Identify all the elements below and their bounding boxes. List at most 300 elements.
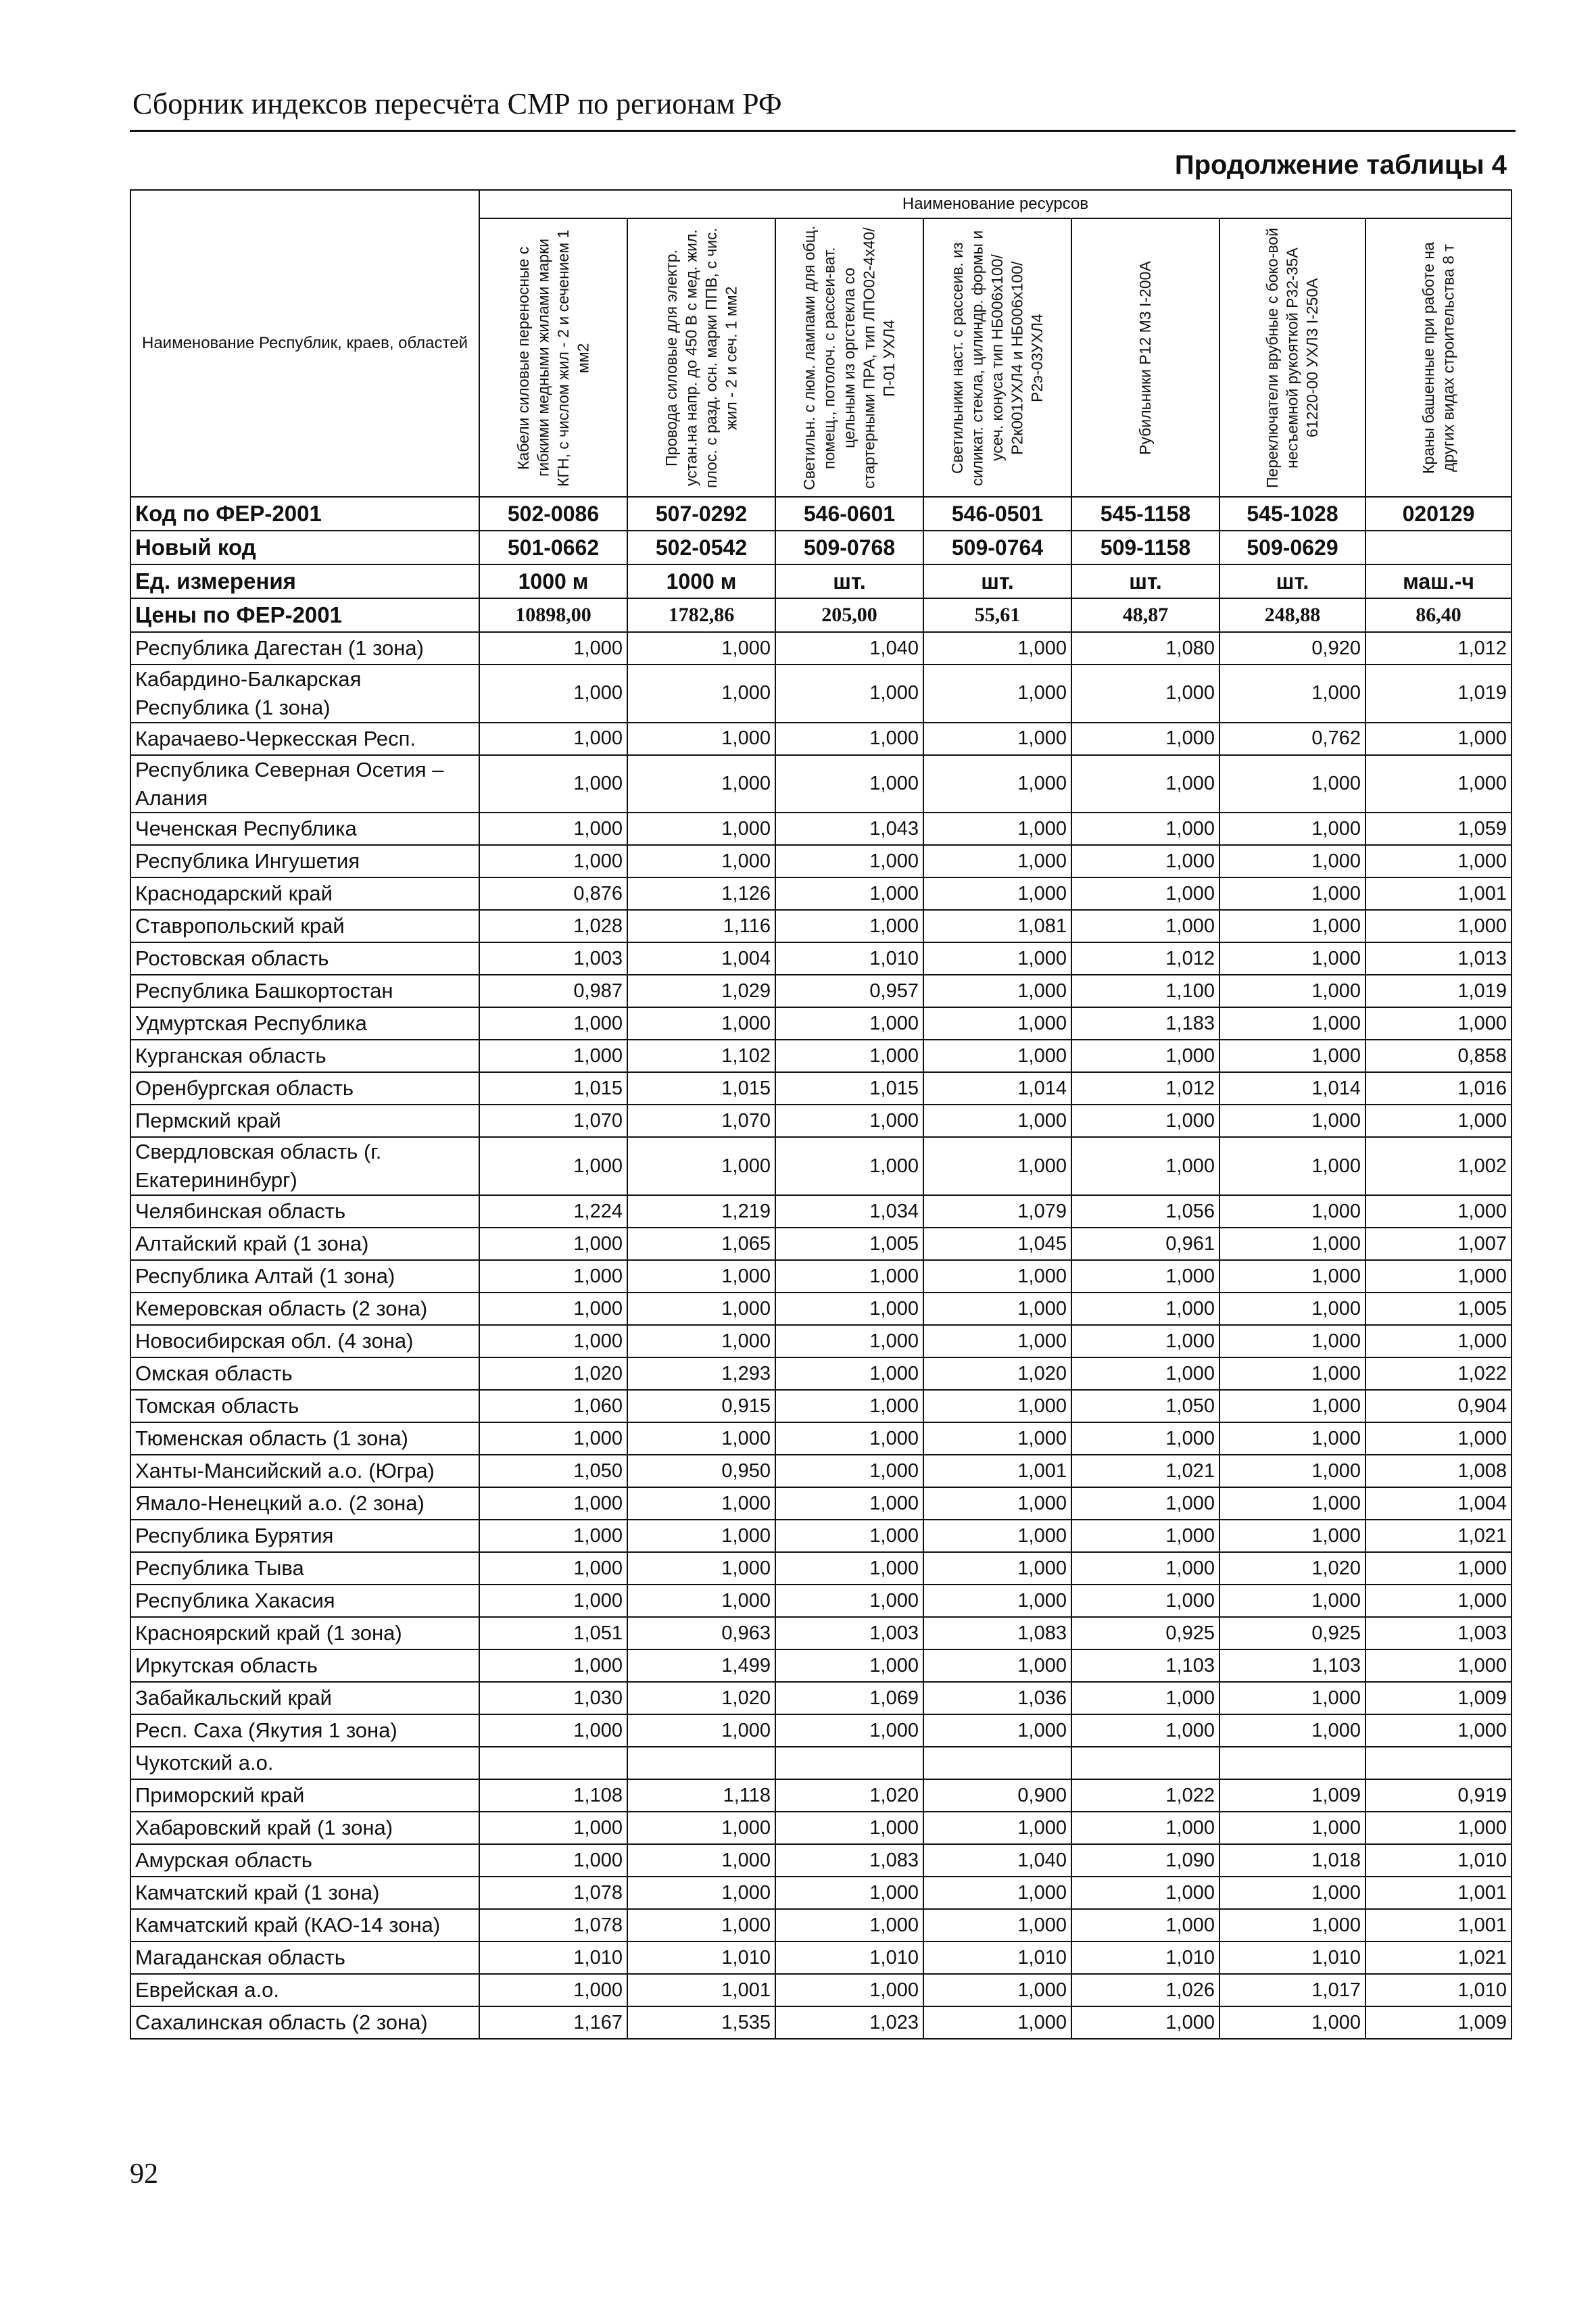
index-value: 1,079: [923, 1195, 1071, 1228]
meta-row: [130, 564, 1512, 598]
index-value: 1,000: [1219, 1260, 1365, 1293]
index-value: 1,000: [1071, 1520, 1219, 1552]
index-value: 1,000: [775, 1552, 923, 1585]
index-value: 1,000: [1071, 1714, 1219, 1747]
region-name: Республика Бурятия: [130, 1520, 479, 1552]
index-value: 1,102: [627, 1040, 775, 1072]
meta-value: 509-0768: [775, 531, 923, 564]
index-value: 1,000: [775, 1040, 923, 1072]
table-row: [130, 1520, 1512, 1552]
index-value: 1,000: [775, 877, 923, 910]
index-value: 1,012: [1071, 1072, 1219, 1105]
table-row: [130, 1357, 1512, 1390]
index-value: 1,070: [479, 1105, 627, 1137]
index-value: 1,000: [775, 1105, 923, 1137]
index-value: 1,081: [923, 910, 1071, 942]
index-value: 1,000: [479, 1422, 627, 1455]
index-value: 1,224: [479, 1195, 627, 1228]
resource-column-header: [1219, 218, 1365, 497]
region-name: Чукотский а.о.: [130, 1747, 479, 1779]
index-value: 1,000: [1365, 723, 1512, 755]
region-name: Республика Хакасия: [130, 1585, 479, 1617]
index-value: 1,000: [479, 1552, 627, 1585]
index-value: 1,000: [923, 2006, 1071, 2039]
table-row: [130, 1974, 1512, 2006]
index-value: 1,000: [1365, 1422, 1512, 1455]
index-value: 1,000: [1071, 1105, 1219, 1137]
index-value: 1,013: [1365, 942, 1512, 975]
index-value: 1,000: [923, 1714, 1071, 1747]
index-value: 1,065: [627, 1228, 775, 1260]
index-value: 0,950: [627, 1455, 775, 1487]
region-column-header: Наименование Республик, краев, областей: [130, 190, 479, 497]
table-row: [130, 1007, 1512, 1040]
meta-value: шт.: [1071, 564, 1219, 598]
index-value: 1,000: [479, 1812, 627, 1844]
index-value: 1,000: [775, 1714, 923, 1747]
table-row: [130, 1293, 1512, 1325]
region-name: Чеченская Республика: [130, 813, 479, 845]
table-body: [130, 497, 1512, 2039]
index-value: 1,002: [1365, 1137, 1512, 1195]
index-value: 1,000: [775, 665, 923, 723]
region-name: Курганская область: [130, 1040, 479, 1072]
price-row: [130, 598, 1512, 632]
index-value: 1,000: [1365, 1585, 1512, 1617]
resource-column-header: [1071, 218, 1219, 497]
meta-value: шт.: [923, 564, 1071, 598]
table-row: [130, 723, 1512, 755]
index-value: 1,015: [479, 1072, 627, 1105]
index-value: 1,118: [627, 1779, 775, 1812]
index-value: 1,000: [1365, 1260, 1512, 1293]
index-value: 1,000: [1071, 1260, 1219, 1293]
index-value: 1,000: [1071, 1487, 1219, 1520]
index-value: 1,000: [479, 1040, 627, 1072]
index-value: 1,000: [1219, 1105, 1365, 1137]
index-value: 1,001: [627, 1974, 775, 2006]
index-value: 0,919: [1365, 1779, 1512, 1812]
index-value: 1,000: [775, 1520, 923, 1552]
index-value: 1,017: [1219, 1974, 1365, 2006]
price-value: 55,61: [923, 598, 1071, 632]
meta-value: 509-0764: [923, 531, 1071, 564]
index-value: 1,000: [1219, 1325, 1365, 1357]
index-value: 1,000: [627, 1877, 775, 1909]
table-row: [130, 1040, 1512, 1072]
index-value: 0,915: [627, 1390, 775, 1422]
index-value: 1,000: [923, 1585, 1071, 1617]
resource-column-header: [1365, 218, 1512, 497]
index-value: 1,010: [1071, 1941, 1219, 1974]
index-value: 1,000: [1219, 1293, 1365, 1325]
index-value: 1,000: [627, 1714, 775, 1747]
index-value: 1,020: [479, 1357, 627, 1390]
index-value: 1,000: [1365, 1552, 1512, 1585]
region-name: Забайкальский край: [130, 1682, 479, 1714]
resource-column-header: [479, 218, 627, 497]
index-value: 1,000: [1219, 1455, 1365, 1487]
index-value: 1,000: [775, 1390, 923, 1422]
index-value: 1,000: [1071, 755, 1219, 813]
index-value: 1,000: [1219, 1682, 1365, 1714]
region-name: Пермский край: [130, 1105, 479, 1137]
index-value: 1,000: [923, 632, 1071, 665]
region-name: Еврейская а.о.: [130, 1974, 479, 2006]
index-value: 1,126: [627, 877, 775, 910]
index-value: 1,000: [627, 1260, 775, 1293]
index-value: 1,001: [923, 1455, 1071, 1487]
index-value: 1,000: [1071, 1325, 1219, 1357]
index-value: 1,000: [775, 723, 923, 755]
table-row: [130, 665, 1512, 723]
index-value: 1,000: [1365, 1105, 1512, 1137]
table-row: [130, 877, 1512, 910]
index-value: 1,083: [775, 1844, 923, 1877]
index-value: 1,029: [627, 975, 775, 1007]
index-value: 1,083: [923, 1617, 1071, 1649]
meta-value: 546-0601: [775, 497, 923, 531]
index-value: 1,008: [1365, 1455, 1512, 1487]
meta-row: [130, 531, 1512, 564]
index-value: 1,000: [1219, 877, 1365, 910]
index-value: 1,060: [479, 1390, 627, 1422]
index-value: 1,103: [1219, 1649, 1365, 1682]
index-value: 1,000: [1071, 1909, 1219, 1941]
index-value: 1,056: [1071, 1195, 1219, 1228]
region-name: Алтайский край (1 зона): [130, 1228, 479, 1260]
index-value: 1,000: [1219, 1137, 1365, 1195]
index-value: 1,018: [1219, 1844, 1365, 1877]
index-value: 1,000: [1219, 1007, 1365, 1040]
region-name: Оренбургская область: [130, 1072, 479, 1105]
index-value: 1,000: [627, 1487, 775, 1520]
region-name: Амурская область: [130, 1844, 479, 1877]
resource-name: Краны башенные при работе на других видах строительства 8 т: [1419, 241, 1457, 474]
index-value: 1,010: [1365, 1844, 1512, 1877]
index-value: 1,000: [1071, 1877, 1219, 1909]
index-value: 1,000: [775, 1909, 923, 1941]
index-value: 1,000: [1071, 1422, 1219, 1455]
index-value: 1,167: [479, 2006, 627, 2039]
index-value: 1,000: [923, 1552, 1071, 1585]
index-value: 1,000: [1219, 1040, 1365, 1072]
meta-value: шт.: [1219, 564, 1365, 598]
index-value: 1,000: [627, 1137, 775, 1195]
index-value: [1219, 1747, 1365, 1779]
index-value: 0,925: [1219, 1617, 1365, 1649]
region-name: Иркутская область: [130, 1649, 479, 1682]
index-value: 1,000: [923, 1137, 1071, 1195]
index-value: 1,000: [627, 1422, 775, 1455]
index-value: 1,040: [775, 632, 923, 665]
price-value: 48,87: [1071, 598, 1219, 632]
index-value: 1,000: [775, 845, 923, 877]
resource-name: Кабели силовые переносные с гибкими медными жилами марки КГН, с числом жил - 2 и сечением 1 мм2: [514, 228, 591, 487]
index-value: 1,000: [1219, 1487, 1365, 1520]
index-value: 1,000: [627, 1293, 775, 1325]
index-value: 1,010: [1219, 1941, 1365, 1974]
index-value: 1,000: [775, 1293, 923, 1325]
meta-value: маш.-ч: [1365, 564, 1512, 598]
index-value: 1,000: [1071, 1357, 1219, 1390]
index-value: 1,000: [1365, 1325, 1512, 1357]
index-value: [1365, 1747, 1512, 1779]
index-value: 1,090: [1071, 1844, 1219, 1877]
region-name: Тюменская область (1 зона): [130, 1422, 479, 1455]
index-value: 1,000: [1365, 845, 1512, 877]
index-value: 1,050: [479, 1455, 627, 1487]
price-value: 248,88: [1219, 598, 1365, 632]
index-value: 1,000: [1365, 755, 1512, 813]
table-row: [130, 1390, 1512, 1422]
table-row: [130, 1228, 1512, 1260]
index-value: 1,000: [479, 1137, 627, 1195]
index-value: 1,001: [1365, 877, 1512, 910]
index-value: 1,000: [479, 1325, 627, 1357]
table-row: [130, 910, 1512, 942]
index-value: 1,000: [1365, 1649, 1512, 1682]
index-value: 1,000: [1365, 1195, 1512, 1228]
index-value: 1,000: [1071, 845, 1219, 877]
meta-label: Ед. измерения: [130, 564, 479, 598]
index-value: 1,000: [923, 1487, 1071, 1520]
index-value: 1,000: [479, 1007, 627, 1040]
index-value: 1,012: [1365, 632, 1512, 665]
index-value: 1,000: [923, 1325, 1071, 1357]
resources-group-header: Наименование ресурсов: [479, 190, 1512, 218]
meta-value: 509-0629: [1219, 531, 1365, 564]
index-value: 1,000: [1219, 975, 1365, 1007]
resource-column-header: [775, 218, 923, 497]
meta-value: 545-1028: [1219, 497, 1365, 531]
index-value: 1,535: [627, 2006, 775, 2039]
price-label: Цены по ФЕР-2001: [130, 598, 479, 632]
index-value: 1,000: [1219, 755, 1365, 813]
region-name: Омская область: [130, 1357, 479, 1390]
resource-column-header: [923, 218, 1071, 497]
index-value: 1,010: [627, 1941, 775, 1974]
index-value: 1,050: [1071, 1390, 1219, 1422]
index-value: 1,000: [627, 755, 775, 813]
index-value: 1,000: [627, 845, 775, 877]
index-value: 1,000: [479, 1649, 627, 1682]
index-value: 1,000: [479, 1260, 627, 1293]
index-value: 1,010: [775, 942, 923, 975]
index-value: 1,000: [1219, 813, 1365, 845]
region-name: Удмуртская Республика: [130, 1007, 479, 1040]
meta-value: 1000 м: [479, 564, 627, 598]
meta-row: [130, 497, 1512, 531]
meta-value: 1000 м: [627, 564, 775, 598]
index-value: [627, 1747, 775, 1779]
index-value: 1,103: [1071, 1649, 1219, 1682]
index-value: 1,000: [775, 1974, 923, 2006]
index-value: 1,003: [479, 942, 627, 975]
page-number: 92: [130, 2158, 158, 2190]
index-value: 1,000: [923, 1974, 1071, 2006]
meta-value: 507-0292: [627, 497, 775, 531]
meta-label: Код по ФЕР-2001: [130, 497, 479, 531]
index-value: 1,499: [627, 1649, 775, 1682]
index-value: 1,059: [1365, 813, 1512, 845]
index-value: 1,000: [627, 1007, 775, 1040]
index-value: 1,000: [479, 1844, 627, 1877]
index-value: 1,001: [1365, 1877, 1512, 1909]
region-name: Ямало-Ненецкий а.о. (2 зона): [130, 1487, 479, 1520]
table-row: [130, 1844, 1512, 1877]
index-value: 0,876: [479, 877, 627, 910]
index-value: 1,000: [1071, 665, 1219, 723]
region-name: Челябинская область: [130, 1195, 479, 1228]
index-value: 0,925: [1071, 1617, 1219, 1649]
region-name: Камчатский край (КАО-14 зона): [130, 1909, 479, 1941]
index-value: 0,858: [1365, 1040, 1512, 1072]
index-value: 1,040: [923, 1844, 1071, 1877]
index-value: 1,000: [923, 1649, 1071, 1682]
index-value: 1,003: [1365, 1617, 1512, 1649]
table-row: [130, 1877, 1512, 1909]
index-value: 1,000: [479, 1487, 627, 1520]
index-value: 1,020: [923, 1357, 1071, 1390]
index-value: 1,000: [1219, 1228, 1365, 1260]
meta-value: шт.: [775, 564, 923, 598]
index-value: 1,000: [775, 1325, 923, 1357]
index-value: 0,904: [1365, 1390, 1512, 1422]
index-value: 1,000: [1219, 845, 1365, 877]
index-value: 1,015: [627, 1072, 775, 1105]
index-value: 1,000: [923, 723, 1071, 755]
index-value: 1,000: [479, 665, 627, 723]
index-value: 0,900: [923, 1779, 1071, 1812]
index-value: 1,019: [1365, 665, 1512, 723]
region-name: Республика Алтай (1 зона): [130, 1260, 479, 1293]
index-value: 1,000: [1071, 1137, 1219, 1195]
index-value: 1,000: [775, 755, 923, 813]
index-value: 1,000: [775, 910, 923, 942]
index-value: 1,000: [479, 1974, 627, 2006]
region-name: Республика Тыва: [130, 1552, 479, 1585]
index-value: 1,000: [923, 845, 1071, 877]
index-value: 1,000: [1365, 1812, 1512, 1844]
meta-value: 020129: [1365, 497, 1512, 531]
index-value: 1,000: [627, 1325, 775, 1357]
index-table: [130, 189, 1512, 2040]
index-value: 1,021: [1071, 1455, 1219, 1487]
table-row: [130, 1552, 1512, 1585]
index-value: 1,000: [1071, 813, 1219, 845]
index-value: 1,000: [923, 1422, 1071, 1455]
index-value: 1,014: [923, 1072, 1071, 1105]
index-value: 1,009: [1365, 2006, 1512, 2039]
index-value: 1,000: [775, 1487, 923, 1520]
index-value: 1,100: [1071, 975, 1219, 1007]
meta-value: 509-1158: [1071, 531, 1219, 564]
index-value: 1,000: [479, 1585, 627, 1617]
table-row: [130, 1137, 1512, 1195]
index-value: 1,000: [479, 1228, 627, 1260]
index-value: 1,022: [1365, 1357, 1512, 1390]
header-row: [130, 190, 1512, 218]
region-name: Республика Башкортостан: [130, 975, 479, 1007]
index-value: [1071, 1747, 1219, 1779]
index-value: 1,010: [479, 1941, 627, 1974]
index-value: 1,000: [1219, 1812, 1365, 1844]
index-value: 1,030: [479, 1682, 627, 1714]
resource-name: Светильники наст. с рассеив. из силикат. стекла, цилиндр. формы и усеч. конуса тип НБ006х100/Р2к001УХЛ4 и НБ006х100/Р2э-03УХЛ4: [948, 229, 1046, 486]
index-value: 1,000: [1219, 910, 1365, 942]
price-value: 205,00: [775, 598, 923, 632]
index-value: 1,007: [1365, 1228, 1512, 1260]
region-name: Камчатский край (1 зона): [130, 1877, 479, 1909]
region-name: Хабаровский край (1 зона): [130, 1812, 479, 1844]
index-value: 1,000: [923, 1877, 1071, 1909]
index-value: 1,000: [923, 877, 1071, 910]
index-value: 1,069: [775, 1682, 923, 1714]
region-name: Краснодарский край: [130, 877, 479, 910]
index-value: 1,000: [1219, 1877, 1365, 1909]
index-value: 1,034: [775, 1195, 923, 1228]
table-row: [130, 1585, 1512, 1617]
region-name: Ставропольский край: [130, 910, 479, 942]
region-name: Кемеровская область (2 зона): [130, 1293, 479, 1325]
region-name: Сахалинская область (2 зона): [130, 2006, 479, 2039]
index-value: 1,000: [1071, 1585, 1219, 1617]
index-value: 1,000: [1219, 1390, 1365, 1422]
index-value: 1,022: [1071, 1779, 1219, 1812]
index-value: 1,000: [1071, 877, 1219, 910]
index-value: 1,000: [923, 1520, 1071, 1552]
index-value: 1,000: [775, 1585, 923, 1617]
meta-value: 546-0501: [923, 497, 1071, 531]
region-name: Кабардино-Балкарская Республика (1 зона): [130, 665, 479, 723]
header-rule: [130, 130, 1516, 132]
index-value: 1,000: [923, 665, 1071, 723]
index-value: 1,000: [1071, 1293, 1219, 1325]
index-value: 0,987: [479, 975, 627, 1007]
table-row: [130, 1941, 1512, 1974]
index-value: 1,000: [1219, 1714, 1365, 1747]
index-value: 1,000: [775, 1649, 923, 1682]
index-value: 1,000: [1071, 1812, 1219, 1844]
index-value: 1,026: [1071, 1974, 1219, 2006]
index-value: 1,000: [627, 1812, 775, 1844]
table-row: [130, 1325, 1512, 1357]
table-row: [130, 1714, 1512, 1747]
index-value: 1,000: [775, 1877, 923, 1909]
table-row: [130, 845, 1512, 877]
meta-label: Новый код: [130, 531, 479, 564]
index-value: 1,116: [627, 910, 775, 942]
index-value: 1,000: [627, 1585, 775, 1617]
resource-name: Провода силовые для электр. устан.на напр. до 450 В с мед. жил. плос. с разд. осн. марки ППВ, с чис. жил - 2 и сеч. 1 мм2: [662, 227, 740, 488]
index-value: 0,957: [775, 975, 923, 1007]
index-value: 1,000: [923, 813, 1071, 845]
index-value: 1,000: [1071, 1682, 1219, 1714]
index-value: 1,036: [923, 1682, 1071, 1714]
index-value: 1,000: [627, 723, 775, 755]
index-value: 1,010: [1365, 1974, 1512, 2006]
index-value: 1,000: [923, 1105, 1071, 1137]
index-value: 1,000: [775, 1357, 923, 1390]
region-name: Карачаево-Черкесская Респ.: [130, 723, 479, 755]
index-value: 1,000: [1365, 910, 1512, 942]
index-value: 1,000: [923, 1260, 1071, 1293]
index-value: 1,000: [1071, 1552, 1219, 1585]
index-value: 1,001: [1365, 1909, 1512, 1941]
index-value: 1,000: [923, 1293, 1071, 1325]
table-row: [130, 1617, 1512, 1649]
